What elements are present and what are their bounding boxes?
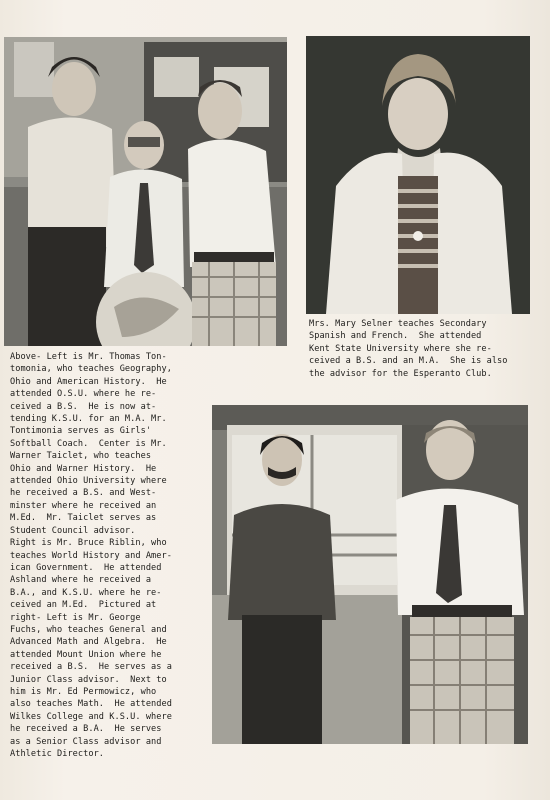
photo-three-teachers-image	[4, 37, 287, 346]
photo-three-teachers-with-globe	[4, 37, 287, 346]
photo-fuchs-and-permowicz-image	[212, 405, 528, 744]
caption-left-teachers: Above- Left is Mr. Thomas Ton- tomonia, who teaches Geography, Ohio and American History. He attended O.S.U. where he re- ceived a B.S. He is now at- tending K.S.U. for an M.A. Mr. Tontimonia serves as Girls' Softball Coach. Center is Mr. Warner Taiclet, who teaches Ohio and Warner History. He attended Ohio University where he received a B.S. and West- minster where he received an M.Ed. Mr. Taiclet serves as Student Council advisor. Right is Mr. Bruce Riblin, who teaches World History and Amer- ican Government. He attended Ashland where he received a B.A., and K.S.U. where he re- ceived an M.Ed. Pictured at right- Left is Mr. George Fuchs, who teaches General and Advanced Math and Algebra. He attended Mount Union where he received a B.S. He serves as a Junior Class advisor. Next to him is Mr. Ed Permowicz, who also teaches Math. He attended Wilkes College and K.S.U. where he received a B.A. He serves as a Senior Class advisor and Athletic Director.	[10, 352, 172, 759]
photo-fuchs-and-permowicz	[212, 405, 528, 744]
caption-mrs-selner: Mrs. Mary Selner teaches Secondary Spanish and French. She attended Kent State University where she re- ceived a B.S. and an M.A. She is also the advisor for the Esperanto Club.	[309, 319, 508, 379]
photo-mrs-selner	[306, 36, 530, 314]
photo-mrs-selner-image	[306, 36, 530, 314]
